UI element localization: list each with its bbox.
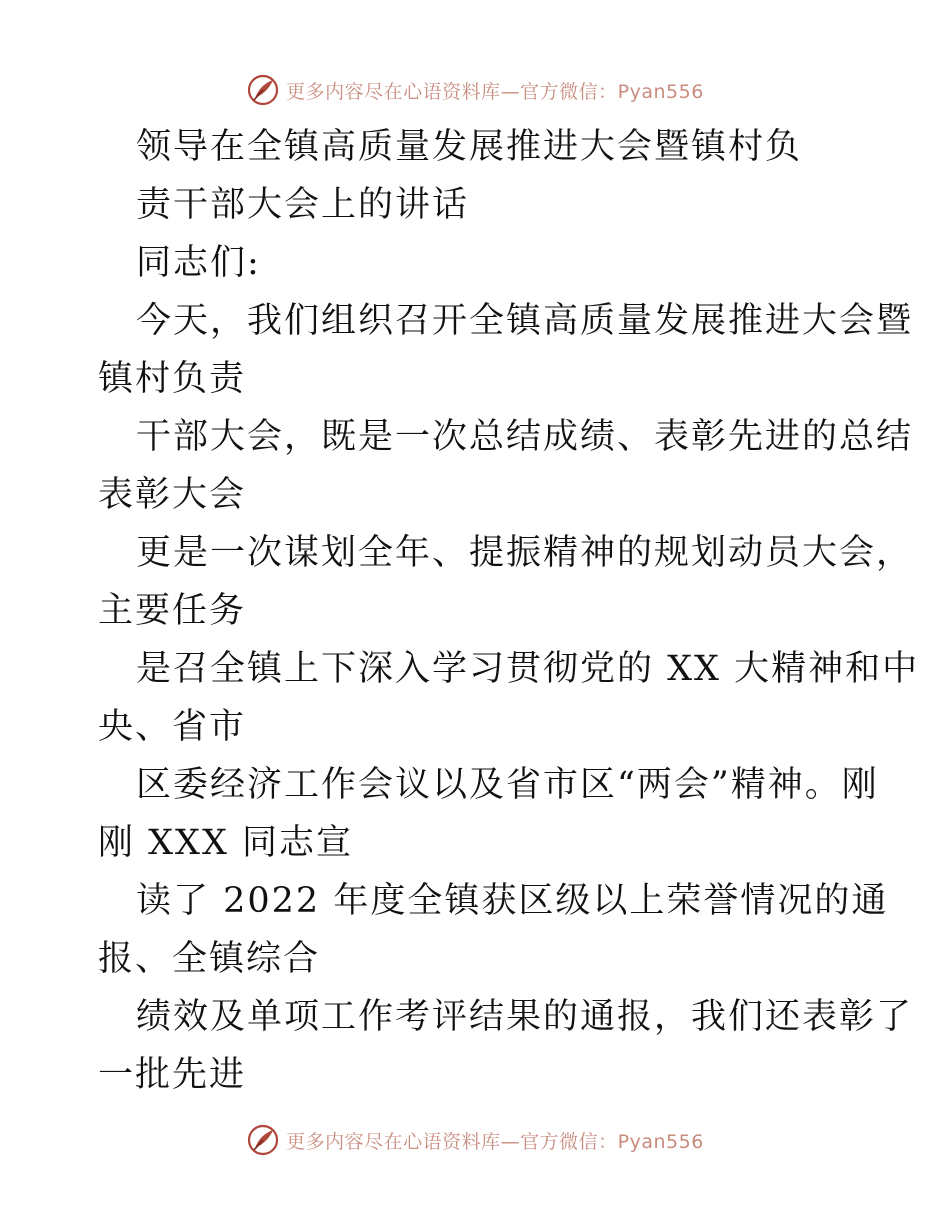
paragraph-line: 是召全镇上下深入学习贯彻党的 XX 大精神和中 [136, 649, 920, 689]
feather-pen-logo-icon [246, 73, 280, 107]
paragraph-line: 绩效及单项工作考评结果的通报，我们还表彰了 [136, 997, 914, 1037]
watermark-text: 更多内容尽在心语资料库—官方微信：Pyan556 [286, 1130, 704, 1153]
watermark-text: 更多内容尽在心语资料库—官方微信：Pyan556 [286, 80, 704, 103]
paragraph-line: 镇村负责 [98, 359, 247, 399]
paragraph-line: 报、全镇综合 [98, 939, 321, 979]
paragraph-line: 主要任务 [98, 591, 247, 631]
feather-pen-logo-icon [246, 1123, 280, 1157]
paragraph-line: 区委经济工作会议以及省市区“两会”精神。刚 [136, 765, 879, 805]
paragraph-line: 刚 XXX 同志宣 [98, 823, 354, 863]
paragraph-line: 更是一次谋划全年、提振精神的规划动员大会， [136, 533, 914, 573]
paragraph-line: 干部大会，既是一次总结成绩、表彰先进的总结 [136, 417, 914, 457]
salutation: 同志们: [136, 243, 261, 283]
header-watermark-banner [0, 70, 950, 110]
document-body [98, 118, 920, 1104]
paragraph-line: 央、省市 [98, 707, 247, 747]
title-line-1: 领导在全镇高质量发展推进大会暨镇村负 [136, 127, 803, 167]
paragraph-line: 今天，我们组织召开全镇高质量发展推进大会暨 [136, 301, 914, 341]
footer-watermark-banner [0, 1120, 950, 1160]
title-line-2: 责干部大会上的讲话 [136, 185, 470, 225]
paragraph-line: 一批先进 [98, 1055, 247, 1095]
paragraph-line: 表彰大会 [98, 475, 247, 515]
paragraph-line: 读了 2022 年度全镇获区级以上荣誉情况的通 [136, 881, 889, 921]
